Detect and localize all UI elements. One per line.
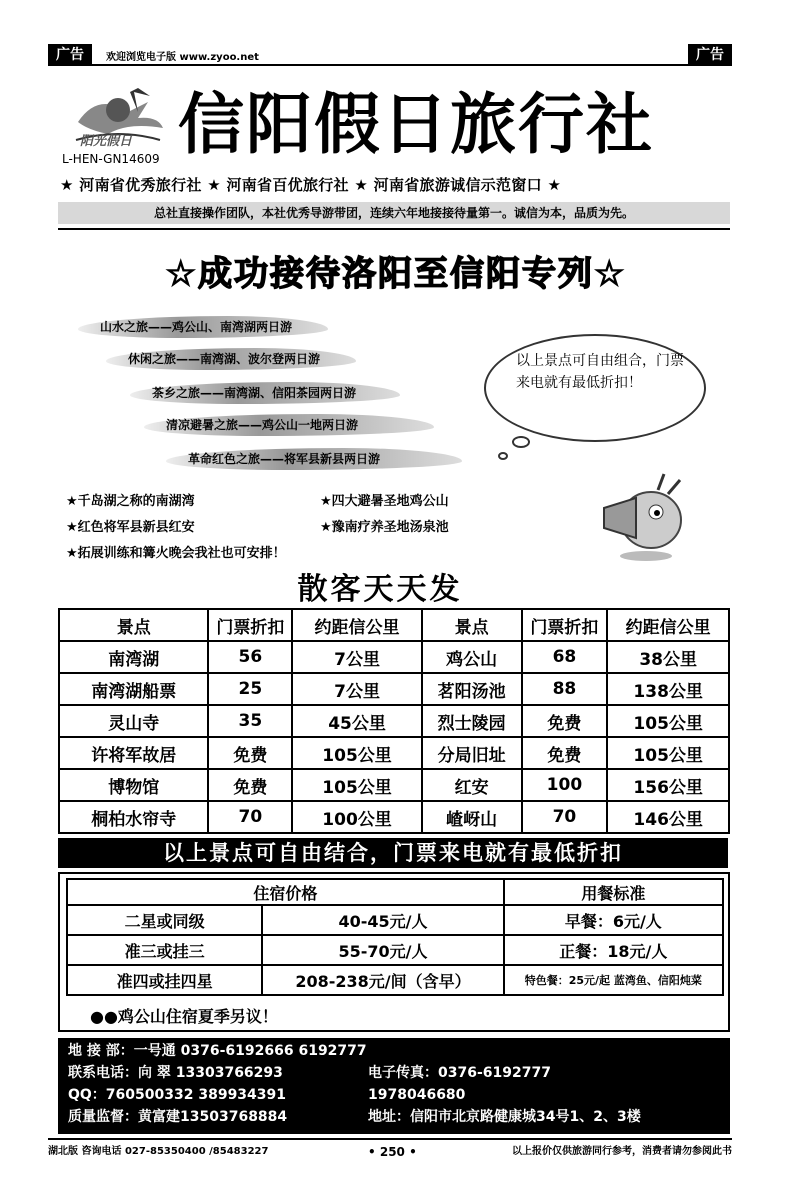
page-number: • 250 • xyxy=(368,1145,417,1159)
table-cell: 准三或挂三 xyxy=(67,935,262,965)
column-header: 约距信公里 xyxy=(607,609,729,641)
cloud-tail-small xyxy=(498,452,508,460)
feature-item: ★红色将军县新县红安 xyxy=(66,520,195,535)
table-row xyxy=(59,737,729,769)
contact-supervisor: 质量监督：黄富建13503768884 xyxy=(68,1109,288,1125)
contact-qq: QQ：760500332 389934391 xyxy=(68,1087,287,1103)
table-cell: 灵山寺 xyxy=(59,705,208,737)
license-number: L-HEN-GN14609 xyxy=(62,152,160,166)
contact-fax: 电子传真：0376-6192777 xyxy=(368,1065,551,1081)
contact-row xyxy=(68,1084,720,1106)
footer-right: 以上报价仅供旅游同行参考，消费者请勿参阅此书 xyxy=(512,1146,732,1157)
logo-text: 阳光假日 xyxy=(80,134,133,149)
table-cell: 45公里 xyxy=(292,705,422,737)
table-cell: 二星或同级 xyxy=(67,905,262,935)
tour-item xyxy=(106,348,356,370)
feature-item: ★豫南疗养圣地汤泉池 xyxy=(320,520,449,535)
table-cell: 38公里 xyxy=(607,641,729,673)
table-cell: 鸡公山 xyxy=(422,641,522,673)
feature-item: ★拓展训练和篝火晚会我社也可安排！ xyxy=(66,546,286,561)
table-row xyxy=(67,965,723,995)
contact-dispatch: 地 接 部：一号通 0376-6192666 6192777 xyxy=(68,1043,367,1059)
meals-header: 用餐标准 xyxy=(504,879,723,905)
table-cell: 105公里 xyxy=(292,737,422,769)
tour-name: 休闲之旅 xyxy=(128,352,177,366)
tour-item xyxy=(78,316,328,338)
table-cell: 70 xyxy=(522,801,608,833)
table-cell: 105公里 xyxy=(607,705,729,737)
table-cell: 35 xyxy=(208,705,292,737)
table-cell: 嵖岈山 xyxy=(422,801,522,833)
table-cell: 准四或挂四星 xyxy=(67,965,262,995)
honors-line: ★ 河南省优秀旅行社 ★ 河南省百优旅行社 ★ 河南省旅游诚信示范窗口 ★ xyxy=(60,176,562,194)
table-cell: 100公里 xyxy=(292,801,422,833)
cloud-text: 以上景点可自由组合，门票来电就有最低折扣！ xyxy=(516,353,684,391)
contact-address: 地址：信阳市北京路健康城34号1、2、3楼 xyxy=(368,1109,641,1125)
table-cell: 100 xyxy=(522,769,608,801)
welcome-text: 欢迎浏览电子版 www.zyoo.net xyxy=(106,52,259,63)
table-row xyxy=(67,905,723,935)
page-footer xyxy=(48,1138,732,1160)
table-cell: 免费 xyxy=(522,705,608,737)
tour-name: 山水之旅 xyxy=(100,320,149,334)
table-cell: 博物馆 xyxy=(59,769,208,801)
ad-tag-left: 广告 xyxy=(48,44,92,66)
tour-route: ——鸡公山、南湾湖两日游 xyxy=(148,320,293,334)
headline-banner: ☆成功接待洛阳至信阳专列☆ xyxy=(165,254,627,294)
megaphone-mascot xyxy=(596,468,686,564)
tour-item xyxy=(130,382,400,404)
table-cell: 免费 xyxy=(208,737,292,769)
tour-item xyxy=(166,448,462,470)
contact-block xyxy=(58,1038,730,1134)
table-cell: 桐柏水帘寺 xyxy=(59,801,208,833)
table-cell: 55-70元/人 xyxy=(262,935,503,965)
tour-name: 革命红色之旅 xyxy=(188,452,261,466)
table-cell: 68 xyxy=(522,641,608,673)
table-row xyxy=(59,705,729,737)
divider xyxy=(58,228,730,230)
daily-departure-title: 散客天天发 xyxy=(297,572,463,607)
top-bar xyxy=(48,44,732,66)
table-row xyxy=(59,673,729,705)
table-row xyxy=(59,641,729,673)
column-header: 景点 xyxy=(422,609,522,641)
table-cell: 南湾湖 xyxy=(59,641,208,673)
table-cell: 105公里 xyxy=(292,769,422,801)
table-cell: 88 xyxy=(522,673,608,705)
table-row xyxy=(59,769,729,801)
lodging-note: ●●鸡公山住宿夏季另议！ xyxy=(90,1007,278,1026)
table-cell: 70 xyxy=(208,801,292,833)
column-header: 约距信公里 xyxy=(292,609,422,641)
tour-route: ——鸡公山一地两日游 xyxy=(238,418,359,432)
table-cell: 156公里 xyxy=(607,769,729,801)
ad-tag-right: 广告 xyxy=(688,44,732,66)
tour-route: ——南湾湖、信阳茶园两日游 xyxy=(200,386,357,400)
table-cell: 105公里 xyxy=(607,737,729,769)
table-row xyxy=(67,935,723,965)
table-cell: 茗阳汤池 xyxy=(422,673,522,705)
table-cell: 7公里 xyxy=(292,673,422,705)
table-cell: 分局旧址 xyxy=(422,737,522,769)
contact-row xyxy=(68,1040,720,1062)
column-header: 景点 xyxy=(59,609,208,641)
footer-left: 湖北版 咨询电话 027-85350400 /85483227 xyxy=(48,1146,269,1157)
megaphone-icon xyxy=(596,468,686,564)
contact-phone: 联系电话：向 翠 13303766293 xyxy=(68,1065,283,1081)
table-cell: 208-238元/间（含早） xyxy=(262,965,503,995)
column-header: 门票折扣 xyxy=(522,609,608,641)
tour-route: ——将军县新县两日游 xyxy=(260,452,381,466)
table-cell: 早餐：6元/人 xyxy=(504,905,723,935)
table-header-row xyxy=(67,879,723,905)
table-cell: 红安 xyxy=(422,769,522,801)
cloud-tail xyxy=(512,436,530,448)
table-cell: 56 xyxy=(208,641,292,673)
table-cell: 南湾湖船票 xyxy=(59,673,208,705)
table-cell: 免费 xyxy=(522,737,608,769)
contact-qq-extra: 1978046680 xyxy=(368,1087,466,1103)
column-header: 门票折扣 xyxy=(208,609,292,641)
table-cell: 免费 xyxy=(208,769,292,801)
attractions-table xyxy=(58,608,730,834)
table-cell: 25 xyxy=(208,673,292,705)
table-cell: 138公里 xyxy=(607,673,729,705)
tour-item xyxy=(144,414,434,436)
table-header-row xyxy=(59,609,729,641)
table-cell: 许将军故居 xyxy=(59,737,208,769)
lodging-table xyxy=(66,878,724,996)
lodging-header: 住宿价格 xyxy=(67,879,504,905)
table-cell: 146公里 xyxy=(607,801,729,833)
table-cell: 7公里 xyxy=(292,641,422,673)
feature-item: ★千岛湖之称的南湖湾 xyxy=(66,494,195,509)
table-cell: 烈士陵园 xyxy=(422,705,522,737)
table-cell: 40-45元/人 xyxy=(262,905,503,935)
tour-name: 清凉避暑之旅 xyxy=(166,418,239,432)
slogan-bar: 总社直接操作团队，本社优秀导游带团，连续六年地接接待量第一。诚信为本，品质为先。 xyxy=(58,202,730,224)
contact-row xyxy=(68,1106,720,1128)
tour-name: 茶乡之旅 xyxy=(152,386,201,400)
table-cell: 正餐：18元/人 xyxy=(504,935,723,965)
table-row xyxy=(59,801,729,833)
contact-row xyxy=(68,1062,720,1084)
notice-bar: 以上景点可自由结合，门票来电就有最低折扣 xyxy=(58,838,728,868)
feature-item: ★四大避暑圣地鸡公山 xyxy=(320,494,449,509)
agency-name: 信阳假日旅行社 xyxy=(178,86,654,163)
table-cell: 特色餐：25元/起 蓝湾鱼、信阳炖菜 xyxy=(504,965,723,995)
tour-route: ——南湾湖、波尔登两日游 xyxy=(176,352,321,366)
